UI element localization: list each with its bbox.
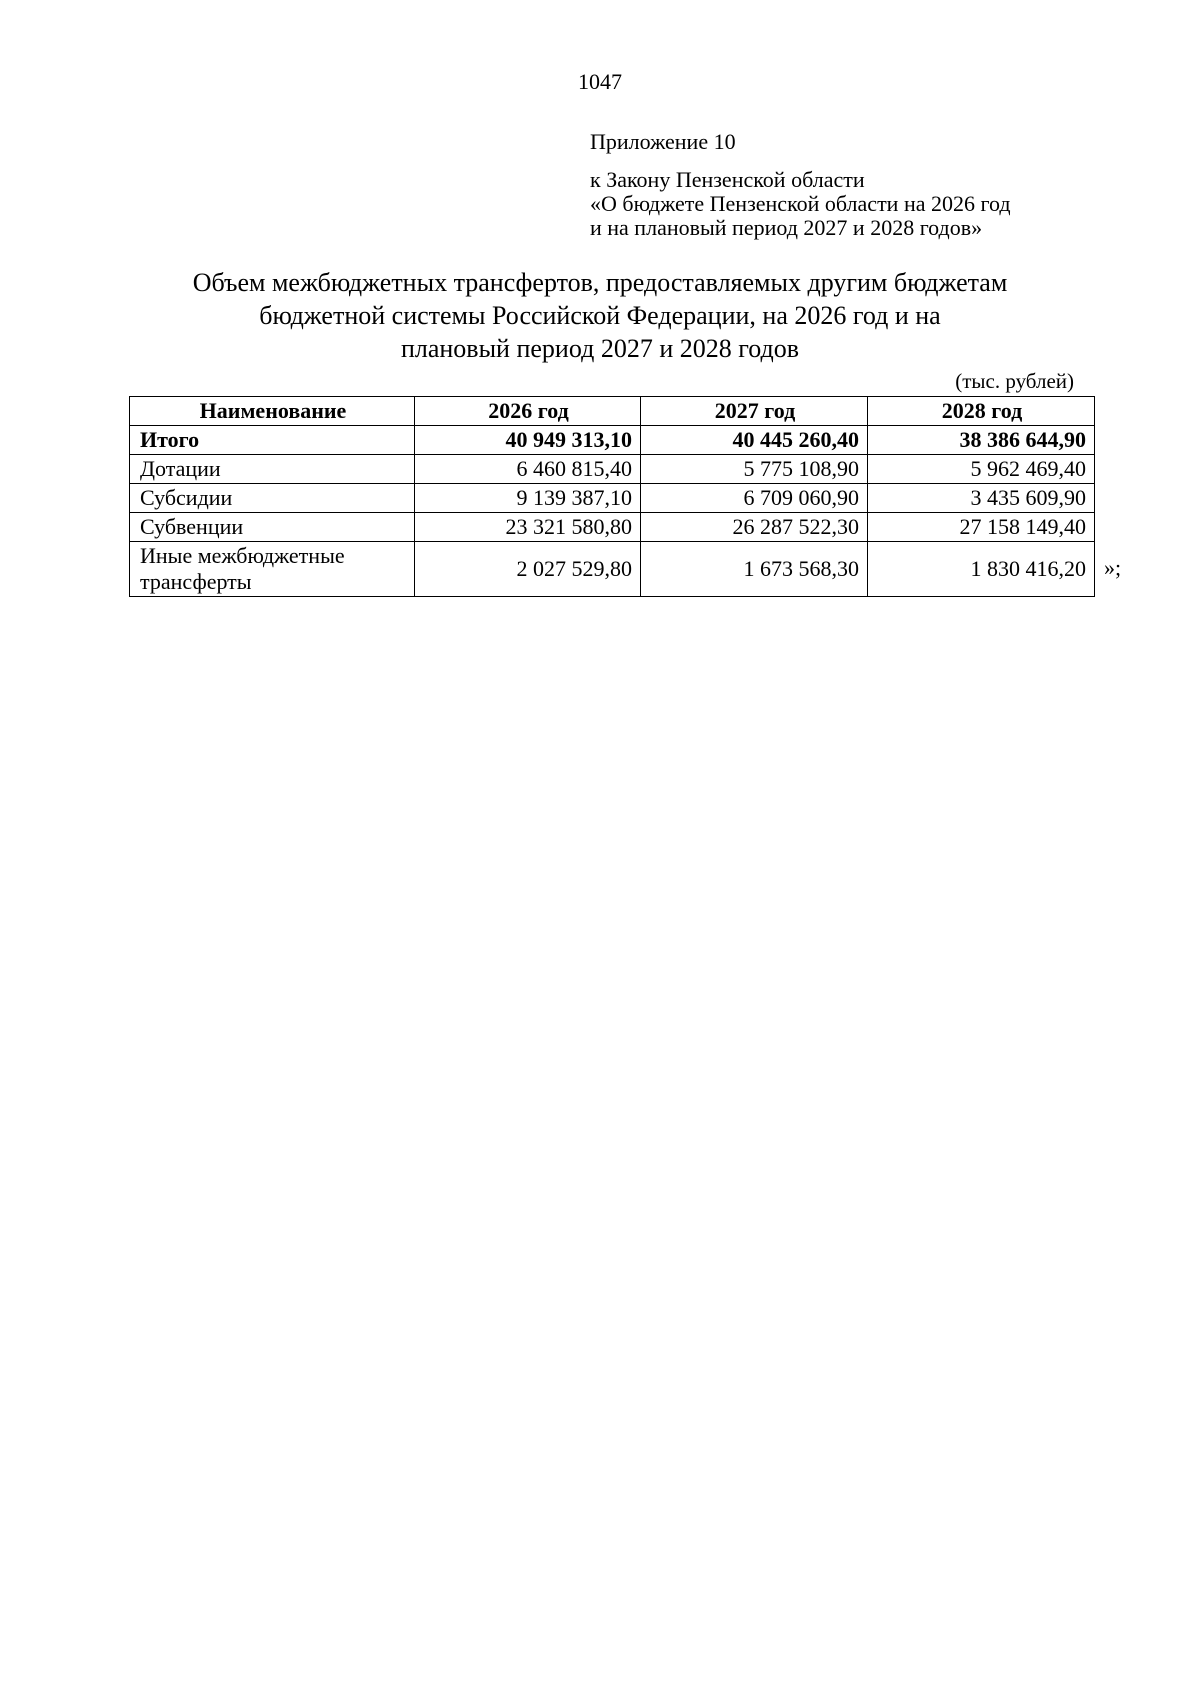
row-name-line: Иные межбюджетные <box>140 543 345 568</box>
value-2027: 1 673 568,30 <box>641 542 868 597</box>
column-header-2028: 2028 год <box>868 397 1095 426</box>
appendix-line: и на плановый период 2027 и 2028 годов» <box>590 215 983 240</box>
document-title-line: плановый период 2027 и 2028 годов <box>400 334 800 363</box>
value-2028: 38 386 644,90 <box>868 426 1095 455</box>
document-title-line: Объем межбюджетных трансфертов, предоставляемых другим бюджетам <box>192 268 1008 297</box>
table-row <box>130 484 1095 513</box>
table-header-row <box>130 397 1095 426</box>
appendix-block <box>590 130 1150 240</box>
page-number: 1047 <box>578 69 622 94</box>
value-2026: 9 139 387,10 <box>415 484 641 513</box>
value-2026: 23 321 580,80 <box>415 513 641 542</box>
value-2027: 5 775 108,90 <box>641 455 868 484</box>
appendix-line: к Закону Пензенской области <box>590 167 865 192</box>
value-2028: 3 435 609,90 <box>868 484 1095 513</box>
row-name <box>130 542 415 597</box>
units-label: (тыс. рублей) <box>955 369 1074 393</box>
appendix-line: «О бюджете Пензенской области на 2026 год <box>590 191 1011 216</box>
row-name: Итого <box>130 426 415 455</box>
table-row <box>130 542 1095 597</box>
column-header-2027: 2027 год <box>641 397 868 426</box>
row-name: Субвенции <box>130 513 415 542</box>
value-2026: 40 949 313,10 <box>415 426 641 455</box>
table-row-total <box>130 426 1095 455</box>
value-2028: 1 830 416,20 <box>868 542 1095 597</box>
document-title <box>120 266 1080 365</box>
value-2027: 40 445 260,40 <box>641 426 868 455</box>
table-row <box>130 513 1095 542</box>
value-2027: 26 287 522,30 <box>641 513 868 542</box>
value-2028: 5 962 469,40 <box>868 455 1095 484</box>
value-2027: 6 709 060,90 <box>641 484 868 513</box>
value-2026: 2 027 529,80 <box>415 542 641 597</box>
row-name: Субсидии <box>130 484 415 513</box>
column-header-2026: 2026 год <box>415 397 641 426</box>
transfers-table <box>129 396 1095 597</box>
document-title-line: бюджетной системы Российской Федерации, на 2026 год и на <box>259 301 941 330</box>
value-2028: 27 158 149,40 <box>868 513 1095 542</box>
closing-quote-mark: »; <box>1104 555 1122 580</box>
row-name-line: трансферты <box>140 569 252 594</box>
table-row <box>130 455 1095 484</box>
value-2026: 6 460 815,40 <box>415 455 641 484</box>
column-header-name: Наименование <box>130 397 415 426</box>
appendix-title: Приложение 10 <box>590 129 736 154</box>
row-name: Дотации <box>130 455 415 484</box>
